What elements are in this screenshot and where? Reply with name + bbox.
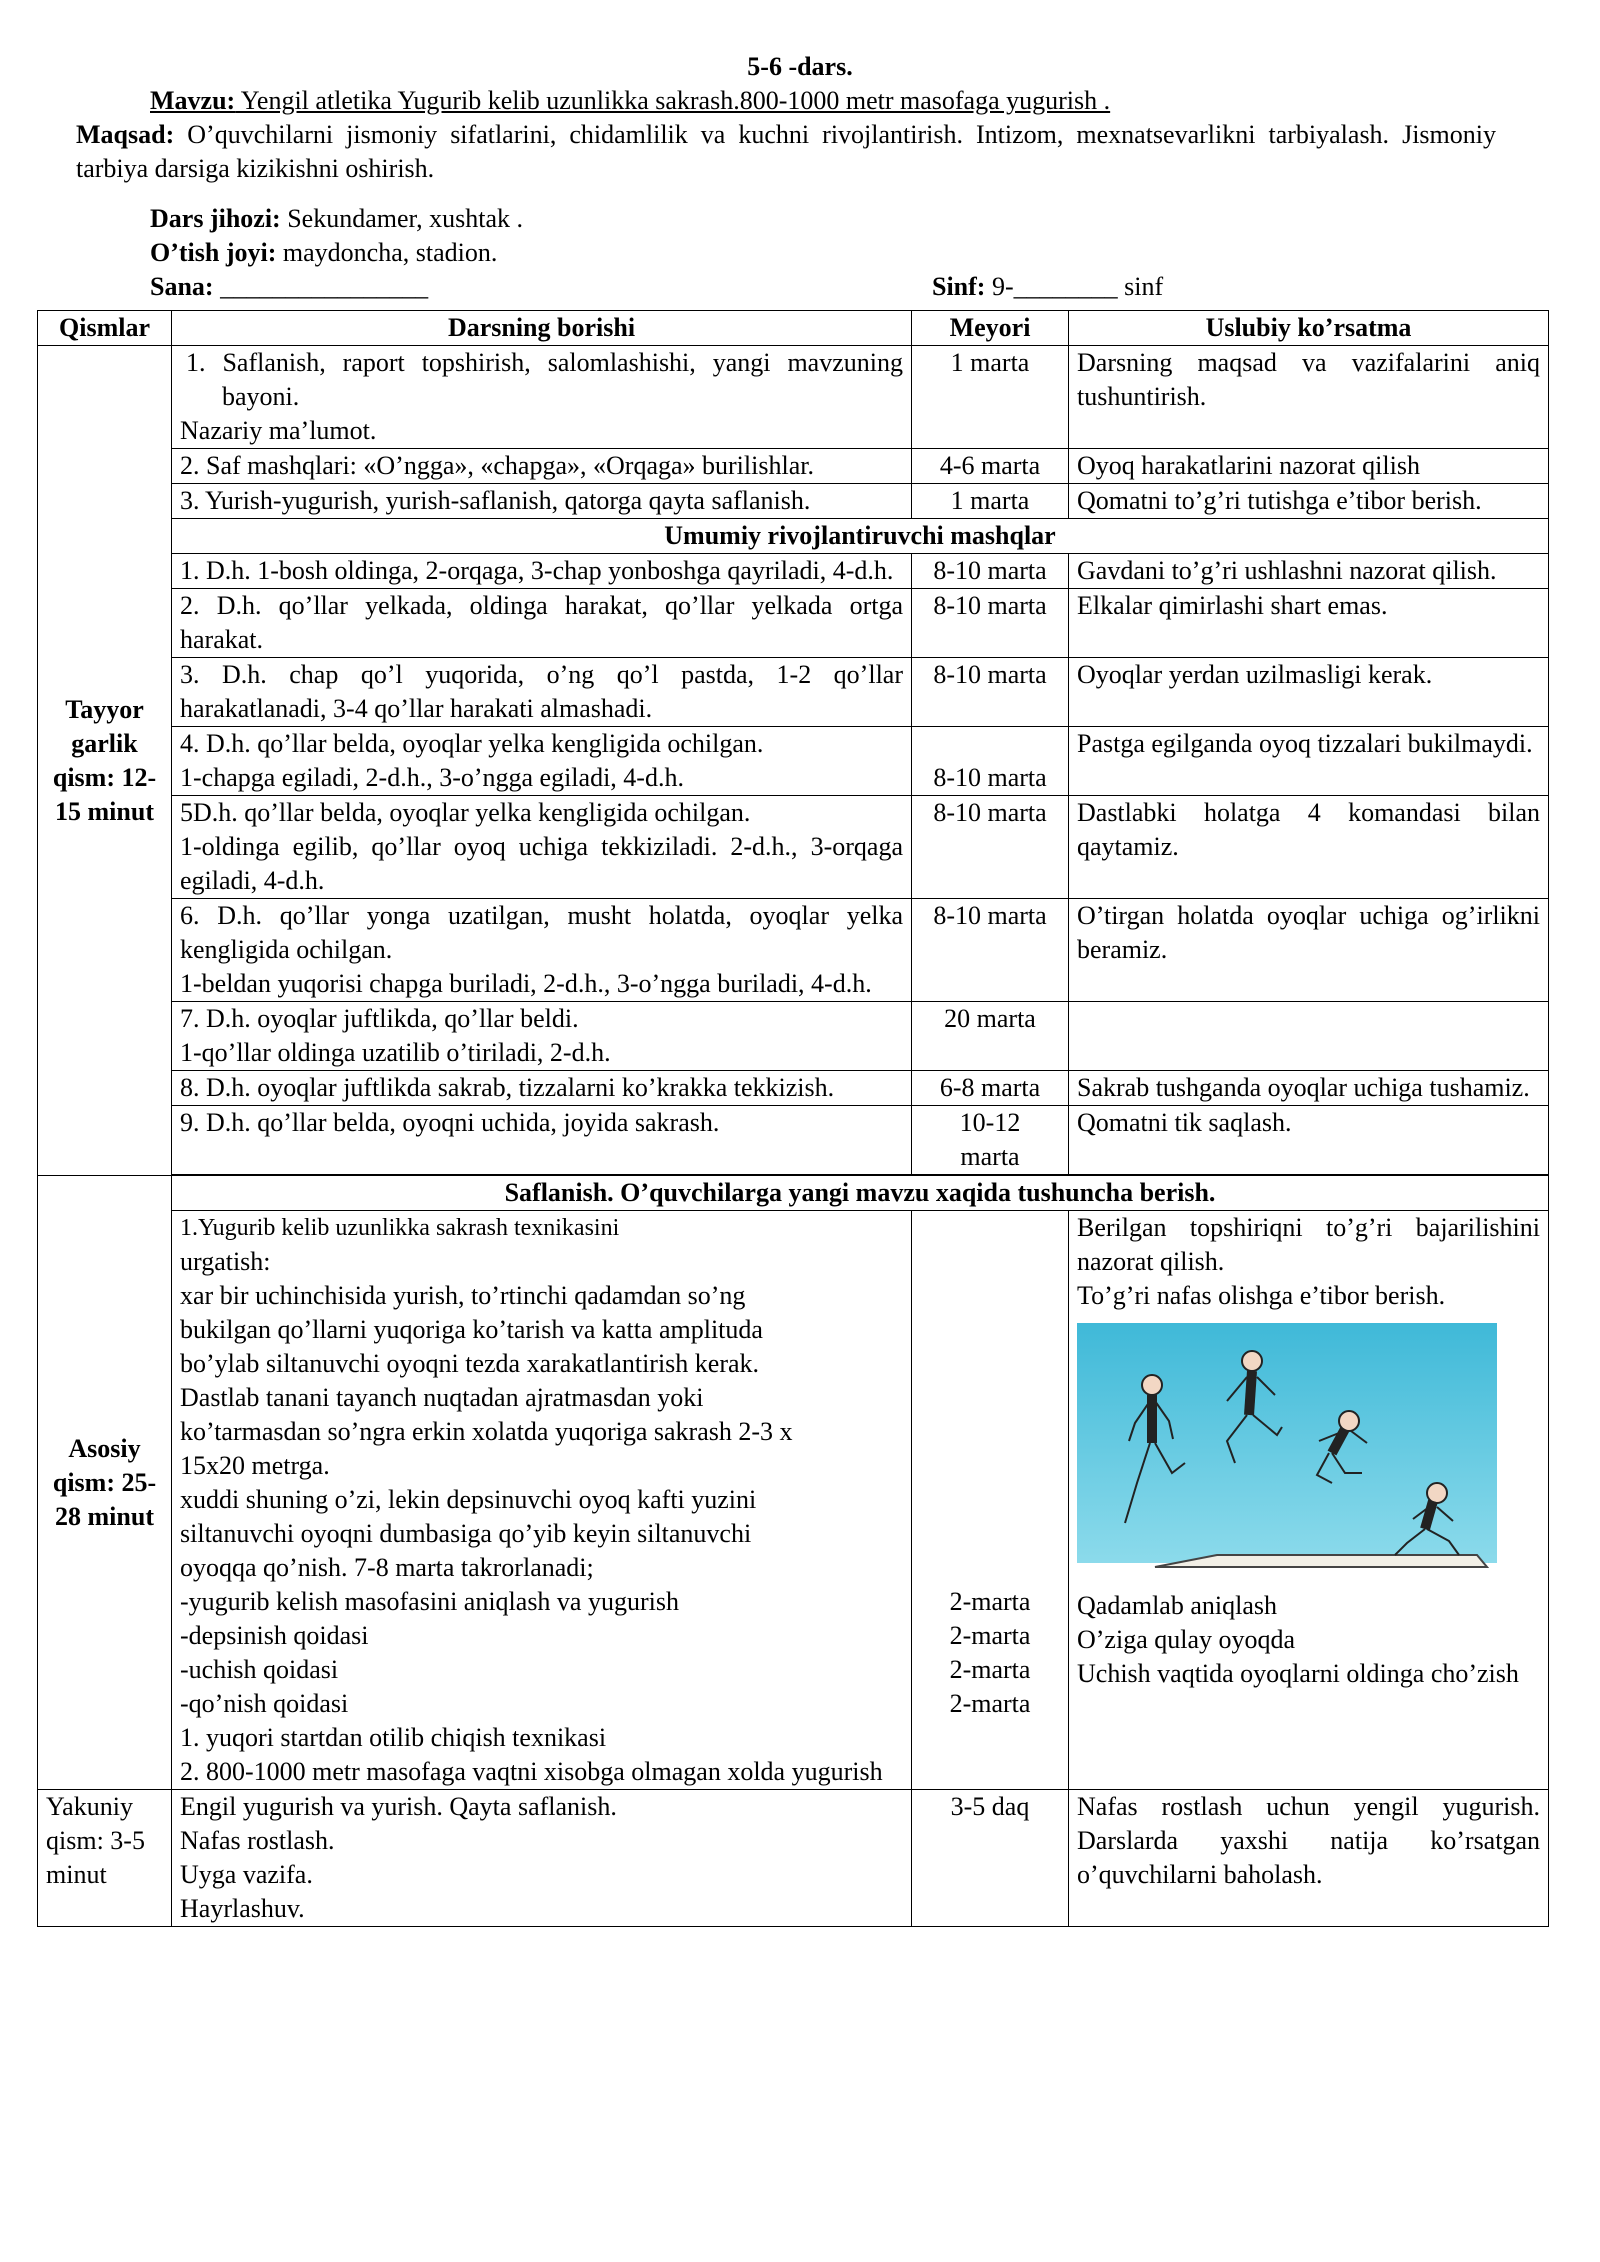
lesson-title: 5-6 -dars. <box>747 52 853 81</box>
main-line: urgatish: <box>180 1247 271 1276</box>
exercise-note: Qomatni tik saqlash. <box>1069 1106 1549 1175</box>
exercise-text: 1. D.h. 1-bosh oldinga, 2-orqaga, 3-chap yonboshga qayriladi, 4-d.h. <box>172 554 912 589</box>
exercise-text: 2. D.h. qo’llar yelkada, oldinga harakat, qo’llar yelkada ortga harakat. <box>172 589 912 658</box>
final-line: Hayrlashuv. <box>180 1894 305 1923</box>
prep-row-norm: 1 marta <box>912 346 1069 449</box>
main-norm: 2-marta <box>949 1587 1031 1616</box>
exercise-norm: 8-10 marta <box>912 796 1069 899</box>
goal-label: Maqsad: <box>76 120 175 149</box>
main-line: Dastlab tanani tayanch nuqtadan ajratmasdan yoki <box>180 1383 704 1412</box>
exercise-norm: 6-8 marta <box>912 1071 1069 1106</box>
exercise-text: 3. D.h. chap qo’l yuqorida, o’ng qo’l pastda, 1-2 qo’llar harakatlanadi, 3-4 qo’llar harakati almashadi. <box>172 658 912 727</box>
main-content-row <box>38 1211 1549 1790</box>
main-note: Uchish vaqtida oyoqlarni oldinga cho’zish <box>1077 1659 1519 1688</box>
exercise-norm: 10-12 marta <box>912 1106 1069 1175</box>
main-heading-row <box>38 1176 1549 1211</box>
goal-paragraph <box>76 118 1496 186</box>
equipment-label: Dars jihozi: <box>150 204 281 233</box>
exercise-note: Gavdani to’g’ri ushlashni nazorat qilish. <box>1069 554 1549 589</box>
prep-row-note: Oyoq harakatlarini nazorat qilish <box>1069 449 1549 484</box>
class-label: Sinf: <box>932 272 986 301</box>
final-content <box>172 1790 912 1927</box>
main-line: -qo’nish qoidasi <box>180 1689 349 1718</box>
place-text: maydoncha, stadion. <box>276 238 498 267</box>
main-part-label: Asosiy qism: 25-28 minut <box>38 1176 172 1790</box>
main-line: 1.Yugurib kelib uzunlikka sakrash texnikasini <box>180 1215 620 1241</box>
table-row <box>38 658 1549 727</box>
main-content <box>172 1211 912 1790</box>
main-line: 1. yuqori startdan otilib chiqish texnikasi <box>180 1723 607 1752</box>
col-header-parts: Qismlar <box>38 311 172 346</box>
exercise-note: Sakrab tushganda oyoqlar uchiga tushamiz. <box>1069 1071 1549 1106</box>
col-header-guidance: Uslubiy ko’rsatma <box>1069 311 1549 346</box>
date-line <box>150 270 428 304</box>
col-header-norm: Meyori <box>912 311 1069 346</box>
table-header-row <box>38 311 1549 346</box>
final-line: Uyga vazifa. <box>180 1860 313 1889</box>
exercise-text: 8. D.h. oyoqlar juftlikda sakrab, tizzalarni ko’krakka tekkizish. <box>172 1071 912 1106</box>
main-heading: Saflanish. O’quvchilarga yangi mavzu xaqida tushuncha berish. <box>172 1176 1549 1211</box>
exercise-text: 6. D.h. qo’llar yonga uzatilgan, musht holatda, oyoqlar yelka kengligida ochilgan. 1-beldan yuqorisi chapga buriladi, 2-d.h., 3-o’ngga buriladi, 4-d.h. <box>172 899 912 1002</box>
final-norm: 3-5 daq <box>912 1790 1069 1927</box>
table-row <box>38 899 1549 1002</box>
lesson-table <box>37 310 1549 1927</box>
class-line <box>932 270 1163 304</box>
date-label: Sana: <box>150 272 214 301</box>
prep-row-norm: 4-6 marta <box>912 449 1069 484</box>
main-notes <box>1069 1211 1549 1790</box>
main-line: 15x20 metrga. <box>180 1451 330 1480</box>
main-line: xar bir uchinchisida yurish, to’rtinchi qadamdan so’ng <box>180 1281 746 1310</box>
exercise-note: Oyoqlar yerdan uzilmasligi kerak. <box>1069 658 1549 727</box>
table-row <box>38 1002 1549 1071</box>
main-line: ko’tarmasdan so’ngra erkin xolatda yuqoriga sakrash 2-3 x <box>180 1417 793 1446</box>
final-note: Nafas rostlash uchun yengil yugurish. Darslarda yaxshi natija ko’rsatgan o’quvchilarni baholash. <box>1069 1790 1549 1927</box>
main-line: bo’ylab siltanuvchi oyoqni tezda xarakatlantirish kerak. <box>180 1349 760 1378</box>
final-line: Nafas rostlash. <box>180 1826 335 1855</box>
topic-text: Yengil atletika Yugurib kelib uzunlikka sakrash.800-1000 metr masofaga yugurish . <box>235 86 1111 115</box>
table-row <box>38 484 1549 519</box>
date-blank: ________________ <box>213 272 429 301</box>
exercise-norm: 8-10 marta <box>912 727 1069 796</box>
main-line: bukilgan qo’llarni yuqoriga ko’tarish va katta amplituda <box>180 1315 763 1344</box>
goal-text: O’quvchilarni jismoniy sifatlarini, chidamlilik va kuchni rivojlantirish. Intizom, mexnatsevarlikni tarbiyalash. Jismoniy tarbiya darsiga kizikishni oshirish. <box>76 120 1496 183</box>
place-line <box>150 236 497 270</box>
prep-part-label: Tayyor garlik qism: 12-15 minut <box>38 346 172 1176</box>
class-text: 9-________ sinf <box>985 272 1164 301</box>
topic-label: Mavzu: <box>150 86 236 115</box>
topic-line <box>150 84 1110 118</box>
main-norm: 2-marta <box>949 1655 1031 1684</box>
prep-row-note: Darsning maqsad va vazifalarini aniq tushuntirish. <box>1069 346 1549 449</box>
place-label: O’tish joyi: <box>150 238 277 267</box>
exercise-norm: 8-10 marta <box>912 554 1069 589</box>
exercise-text: 5D.h. qo’llar belda, oyoqlar yelka kengligida ochilgan. 1-oldinga egilib, qo’llar oyoq uchiga tekkiziladi. 2-d.h., 3-orqaga egiladi, 4-d.h. <box>172 796 912 899</box>
prep-row-text: 2. Saf mashqlari: «O’ngga», «chapga», «Orqaga» burilishlar. <box>172 449 912 484</box>
exercise-note: Pastga egilganda oyoq tizzalari bukilmaydi. <box>1069 727 1549 796</box>
exercise-note: O’tirgan holatda oyoqlar uchiga og’irlikni beramiz. <box>1069 899 1549 1002</box>
main-note: To’g’ri nafas olishga e’tibor berish. <box>1077 1281 1446 1310</box>
exercise-norm: 20 marta <box>912 1002 1069 1071</box>
exercise-text: 7. D.h. oyoqlar juftlikda, qo’llar beldi. 1-qo’llar oldinga uzatilib o’tiriladi, 2-d.h. <box>172 1002 912 1071</box>
main-line: -yugurib kelish masofasini aniqlash va yugurish <box>180 1587 679 1616</box>
exercise-note <box>1069 1002 1549 1071</box>
table-row <box>38 449 1549 484</box>
final-line: Engil yugurish va yurish. Qayta saflanish. <box>180 1792 617 1821</box>
exercise-norm: 8-10 marta <box>912 899 1069 1002</box>
table-row <box>38 346 1549 449</box>
exercise-text: 4. D.h. qo’llar belda, oyoqlar yelka kengligida ochilgan. 1-chapga egiladi, 2-d.h., 3-o’ngga egiladi, 4-d.h. <box>172 727 912 796</box>
final-row <box>38 1790 1549 1927</box>
exercise-text: 9. D.h. qo’llar belda, oyoqni uchida, joyida sakrash. <box>172 1106 912 1175</box>
main-note: Qadamlab aniqlash <box>1077 1591 1277 1620</box>
prep-row-text: 3. Yurish-yugurish, yurish-saflanish, qatorga qayta saflanish. <box>172 484 912 519</box>
table-row <box>38 727 1549 796</box>
main-line: siltanuvchi oyoqni dumbasiga qo’yib keyin siltanuvchi <box>180 1519 752 1548</box>
prep-row-note: Qomatni to’g’ri tutishga e’tibor berish. <box>1069 484 1549 519</box>
exercise-norm: 8-10 marta <box>912 589 1069 658</box>
table-row <box>38 1106 1549 1175</box>
main-norms <box>912 1211 1069 1790</box>
main-norm: 2-marta <box>949 1621 1031 1650</box>
main-line: -uchish qoidasi <box>180 1655 339 1684</box>
table-row <box>38 589 1549 658</box>
table-row <box>38 554 1549 589</box>
long-jump-illustration <box>1077 1323 1497 1585</box>
main-norm: 2-marta <box>949 1689 1031 1718</box>
exercise-norm: 8-10 marta <box>912 658 1069 727</box>
main-note: O’ziga qulay oyoqda <box>1077 1625 1296 1654</box>
table-row <box>38 796 1549 899</box>
col-header-progress: Darsning borishi <box>172 311 912 346</box>
main-line: -depsinish qoidasi <box>180 1621 369 1650</box>
main-line: oyoqqa qo’nish. 7-8 marta takrorlanadi; <box>180 1553 594 1582</box>
exercise-note: Elkalar qimirlashi shart emas. <box>1069 589 1549 658</box>
main-line: 2. 800-1000 metr masofaga vaqtni xisobga olmagan xolda yugurish <box>180 1757 883 1786</box>
equipment-line <box>150 202 523 236</box>
prep-row-text: 1. Saflanish, raport topshirish, salomlashishi, yangi mavzuning bayoni. Nazariy ma’lumot. <box>172 346 912 449</box>
main-line: xuddi shuning o’zi, lekin depsinuvchi oyoq kafti yuzini <box>180 1485 757 1514</box>
prep-row-norm: 1 marta <box>912 484 1069 519</box>
general-exercises-heading-row <box>38 519 1549 554</box>
table-row <box>38 1071 1549 1106</box>
final-part-label: Yakuniy qism: 3-5 minut <box>38 1790 172 1927</box>
general-exercises-heading: Umumiy rivojlantiruvchi mashqlar <box>172 519 1549 554</box>
exercise-note: Dastlabki holatga 4 komandasi bilan qaytamiz. <box>1069 796 1549 899</box>
main-note: Berilgan topshiriqni to’g’ri bajarilishini nazorat qilish. <box>1077 1213 1540 1276</box>
equipment-text: Sekundamer, xushtak . <box>280 204 524 233</box>
